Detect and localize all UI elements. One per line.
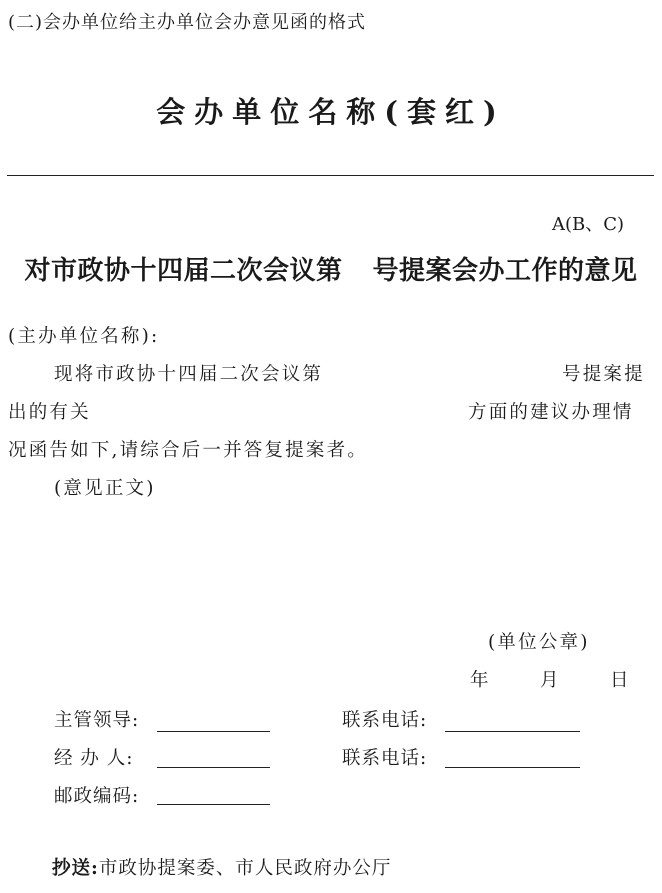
date-year: 年 — [470, 670, 489, 691]
body-line-2-end: 方面的建议办理情 — [468, 402, 634, 423]
document-grade: A(B、C) — [552, 214, 625, 235]
document-title — [0, 250, 662, 287]
body-line-1-end: 号提案提 — [562, 364, 645, 385]
phone-1-blank-line — [445, 731, 580, 732]
section-heading: (二)会办单位给主办单位会办意见函的格式 — [8, 12, 367, 33]
opinion-placeholder: (意见正文) — [54, 478, 156, 499]
body-line-3: 况函告如下,请综合后一并答复提案者。 — [8, 440, 368, 461]
title-part-2: 号提案会办工作的意见 — [372, 256, 638, 286]
salutation: (主办单位名称): — [8, 326, 160, 347]
postcode-blank-line — [157, 804, 270, 805]
header-divider — [7, 175, 654, 176]
phone-label-2: 联系电话: — [342, 748, 428, 769]
leader-label: 主管领导: — [54, 710, 140, 731]
cc-recipients: 市政协提案委、市人民政府办公厅 — [98, 858, 392, 879]
title-part-1: 对市政协十四届二次会议第 — [24, 256, 343, 286]
handler-label: 经 办 人: — [54, 748, 134, 769]
date-day: 日 — [610, 670, 629, 691]
leader-blank-line — [157, 731, 270, 732]
letterhead-unit-name: 会办单位名称(套红) — [156, 95, 506, 129]
handler-blank-line — [157, 767, 270, 768]
carbon-copy-line — [52, 854, 391, 880]
cc-label: 抄送: — [52, 858, 99, 879]
phone-label-1: 联系电话: — [342, 710, 428, 731]
phone-2-blank-line — [445, 767, 580, 768]
date-month: 月 — [540, 670, 559, 691]
body-line-2-start: 出的有关 — [8, 402, 91, 423]
unit-seal: (单位公章) — [488, 632, 590, 653]
postcode-label: 邮政编码: — [54, 786, 140, 807]
body-line-1-start: 现将市政协十四届二次会议第 — [54, 364, 324, 385]
